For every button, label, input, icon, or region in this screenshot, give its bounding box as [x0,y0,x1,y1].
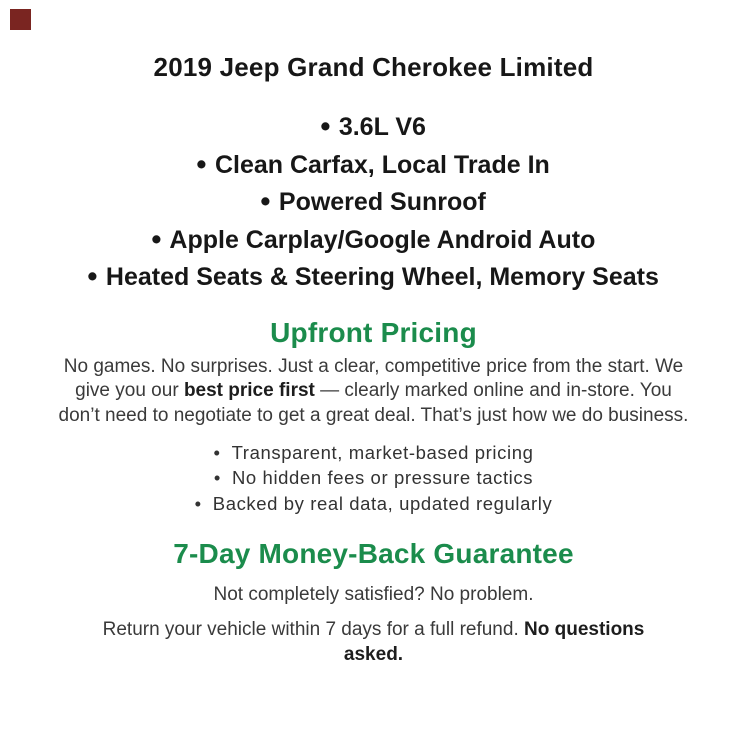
feature-item [50,259,698,297]
bullet-icon: • [150,223,162,256]
guarantee-note-pre: Return your vehicle within 7 days for a full refund. [102,619,525,641]
pricing-point-text: Transparent, market-based pricing [231,442,534,463]
pricing-point-text: No hidden fees or pressure tactics [231,467,534,489]
bullet-icon: • [213,442,221,463]
feature-text: Powered Sunroof [278,188,486,216]
pricing-text-post: — clearly marked online and in-store. You don’t need to negotiate to get a great deal. That’s just how we do business. [58,380,689,426]
bullet-icon: • [260,185,271,218]
pricing-point-text: Backed by real data, updated regularly [212,492,553,514]
pricing-point [50,491,698,516]
bullet-icon: • [194,492,202,514]
feature-text: Clean Carfax, Local Trade In [214,150,550,179]
bullet-icon: • [320,110,331,143]
pricing-paragraph [54,355,694,429]
guarantee-line: Not completely satisfied? No problem. [213,584,534,606]
feature-item [50,184,698,222]
bullet-icon: • [213,467,221,489]
feature-list [50,109,698,297]
pricing-text-bold: best price first [183,380,315,401]
pricing-points-list [50,440,698,516]
upfront-pricing-heading: Upfront Pricing [270,316,477,348]
pricing-point [50,465,698,490]
bullet-icon: • [196,148,207,181]
feature-item [50,147,698,185]
feature-item [50,109,698,147]
feature-item [50,222,698,260]
guarantee-note-bold: No questions asked. [343,619,645,665]
listing-content [50,0,698,667]
corner-marker [10,9,31,30]
pricing-text-pre: No games. No surprises. Just a clear, competitive price from the start. We give you our [63,355,684,401]
feature-text: 3.6L V6 [338,113,426,141]
guarantee-heading: 7-Day Money-Back Guarantee [173,538,574,570]
pricing-point [50,440,698,465]
guarantee-note [74,618,674,667]
feature-text: Heated Seats & Steering Wheel, Memory Seats [105,263,659,291]
feature-text: Apple Carplay/Google Android Auto [169,225,596,254]
bullet-icon: • [87,260,98,293]
page-title: 2019 Jeep Grand Cherokee Limited [153,52,594,82]
